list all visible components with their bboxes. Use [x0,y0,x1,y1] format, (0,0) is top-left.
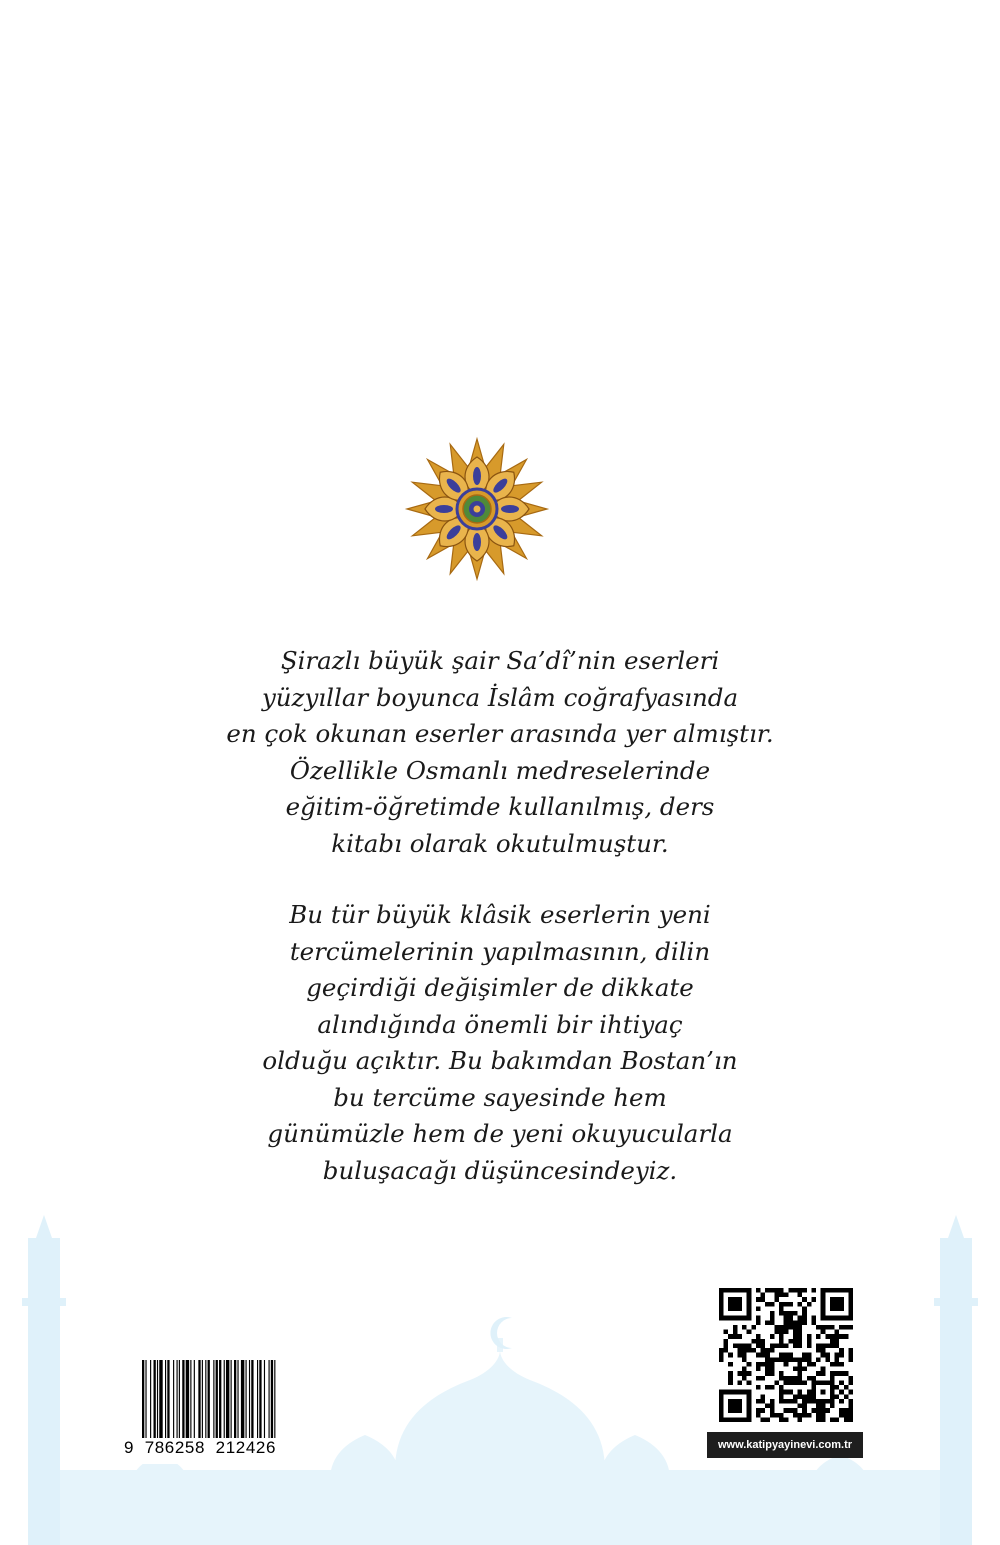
barcode-bars-icon [142,1360,322,1438]
blurb-line: günümüzle hem de yeni okuyucularla [267,1119,733,1148]
qr-code [713,1282,859,1428]
blurb-line: eğitim-öğretimde kullanılmış, ders [285,792,715,821]
blurb-line: yüzyıllar boyunca İslâm coğrafyasında [261,682,739,712]
blurb-line: bu tercüme sayesinde hem [333,1082,667,1112]
blurb-line: alındığında önemli bir ihtiyaç [317,1009,683,1039]
isbn-barcode [120,1356,325,1464]
blurb-line: olduğu açıktır. Bu bakımdan Bostan’ın [262,1046,738,1075]
blurb-line: buluşacağı düşüncesindeyiz. [322,1155,678,1185]
publisher-website-link[interactable]: www.katipyayinevi.com.tr [707,1432,863,1458]
blurb-line: Şirazlı büyük şair Sa’dî’nin eserleri [280,646,720,675]
blurb-paragraph-1 [150,643,850,862]
blurb-line: geçirdiği değişimler de dikkate [306,973,694,1002]
blurb-line: kitabı olarak okutulmuştur. [331,828,669,858]
blurb-paragraph-2 [150,897,850,1189]
qr-code-icon [719,1288,853,1422]
blurb-line: en çok okunan eserler arasında yer almıştır. [226,719,774,748]
rosette-ornament-icon [402,434,552,584]
blurb-line: tercümelerinin yapılmasının, dilin [289,936,711,966]
isbn-digits: 9 786258 212426 [124,1438,277,1457]
blurb-line: Özellikle Osmanlı medreselerinde [289,755,711,785]
blurb-line: Bu tür büyük klâsik eserlerin yeni [289,900,711,929]
